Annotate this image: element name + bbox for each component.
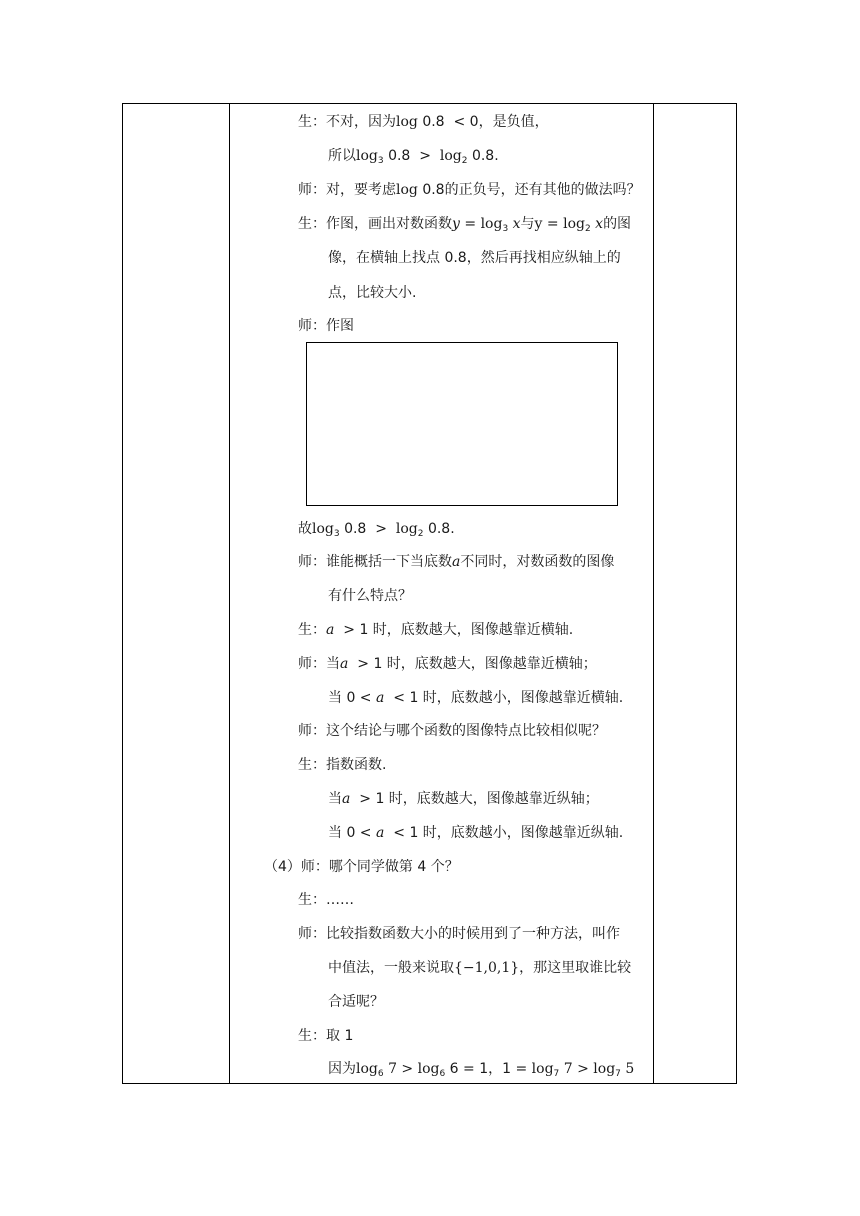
speaker-label: 生： (298, 216, 326, 232)
dialogue-line-24: 因为$\log_6 7 > \log_6 6 = 1$，$1 = \log_7 7 > \log_7 5$ (328, 1061, 635, 1079)
column-divider-right (653, 104, 654, 1083)
figure-placeholder-box (306, 342, 618, 506)
dialogue-line-12: 师：当a > 1 时，底数越大，图像越靠近横轴； (298, 656, 597, 672)
dialogue-line-7: 师：作图 (298, 318, 354, 334)
dialogue-line-23: 生：取 1 (298, 1028, 354, 1044)
speaker-label: 师： (298, 182, 326, 198)
dialogue-line-14: 师：这个结论与哪个函数的图像特点比较相似呢？ (298, 723, 606, 739)
column-divider-left (229, 104, 230, 1083)
speaker-label: 师： (298, 926, 326, 942)
speaker-label: 师： (298, 723, 326, 739)
dialogue-line-8: 故$\log_3 0.8 > \log_2 0.8$. (298, 521, 455, 539)
speaker-label: 师： (298, 656, 326, 672)
dialogue-line-2: 所以$\log_3 0.8 > \log_2 0.8$. (328, 148, 499, 166)
speaker-label: 生： (298, 114, 326, 130)
speaker-label: 生： (298, 1028, 326, 1044)
dialogue-line-1: 生：不对，因为log 0.8 < 0，是负值， (298, 114, 549, 130)
dialogue-line-21: 中值法，一般来说取{−1,0,1}，那这里取谁比较 (328, 960, 632, 976)
speaker-label: 生： (298, 757, 326, 773)
dialogue-line-15: 生：指数函数. (298, 757, 387, 773)
dialogue-line-3: 师：对，要考虑log 0.8的正负号，还有其他的做法吗？ (298, 182, 641, 198)
speaker-label: （4）师： (264, 859, 329, 875)
dialogue-line-19: 生：…… (298, 892, 354, 908)
dialogue-line-11: 生：a > 1 时，底数越大，图像越靠近横轴. (298, 622, 574, 638)
dialogue-line-10: 有什么特点？ (328, 588, 412, 604)
dialogue-line-9: 师：谁能概括一下当底数a不同时，对数函数的图像 (298, 554, 615, 570)
dialogue-line-22: 合适呢？ (328, 994, 384, 1010)
speaker-label: 师： (298, 554, 326, 570)
dialogue-line-6: 点，比较大小. (328, 285, 417, 301)
dialogue-line-16: 当a > 1 时，底数越大，图像越靠近纵轴； (328, 791, 599, 807)
dialogue-line-20: 师：比较指数函数大小的时候用到了一种方法，叫作 (298, 926, 620, 942)
dialogue-line-13: 当 0 < a < 1 时，底数越小，图像越靠近横轴. (328, 690, 624, 706)
speaker-label: 生： (298, 622, 326, 638)
dialogue-line-5: 像，在横轴上找点 0.8，然后再找相应纵轴上的 (328, 250, 621, 266)
dialogue-line-4: 生：作图，画出对数函数$y = \log_3 x$与$y = \log_2 x$的图 (298, 216, 632, 234)
speaker-label: 生： (298, 892, 326, 908)
dialogue-line-17: 当 0 < a < 1 时，底数越小，图像越靠近纵轴. (328, 825, 624, 841)
dialogue-line-18: （4）师：哪个同学做第 4 个？ (264, 859, 459, 875)
speaker-label: 师： (298, 318, 326, 334)
